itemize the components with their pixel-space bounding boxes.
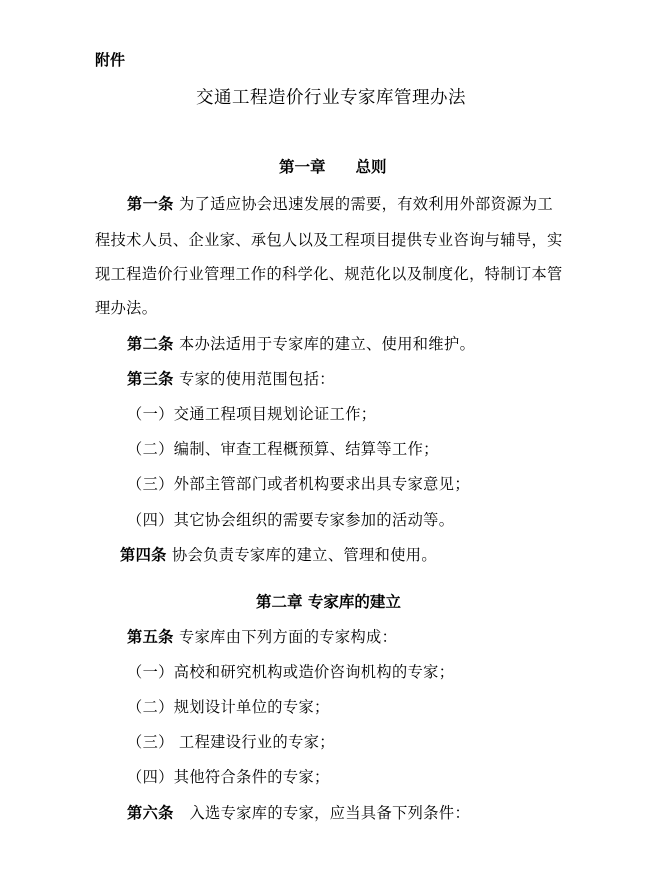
article-3-item: （二）编制、审查工程概预算、结算等工作；: [127, 440, 439, 458]
chapter-1-heading: [279, 157, 387, 177]
article-1-text-1: 为了适应协会迅速发展的需要，有效利用外部资源为工: [179, 195, 554, 213]
article-2-label: 第二条: [127, 335, 174, 353]
article-1-line-1: [127, 194, 553, 214]
article-3-text: 专家的使用范围包括：: [179, 370, 335, 388]
article-3: [127, 369, 335, 389]
article-3-label: 第三条: [127, 370, 174, 388]
article-2-text: 本办法适用于专家库的建立、使用和维护。: [179, 335, 476, 353]
article-1-line-4: 理办法。: [95, 299, 158, 317]
article-1-line-2: 程技术人员、企业家、承包人以及工程项目提供专业咨询与辅导，实: [95, 231, 563, 249]
article-3-item: （四）其它协会组织的需要专家参加的活动等。: [127, 511, 455, 529]
article-5-item: （三） 工程建设行业的专家；: [127, 733, 335, 751]
article-3-item: （三）外部主管部门或者机构要求出具专家意见；: [127, 475, 470, 493]
attachment-label: 附件: [95, 51, 126, 69]
article-6-text: 入选专家库的专家，应当具备下列条件：: [189, 804, 471, 822]
article-6: [127, 803, 470, 823]
document-title: 交通工程造价行业专家库管理办法: [196, 88, 466, 108]
chapter-1-name: 总则: [355, 157, 387, 176]
article-4: [120, 545, 437, 565]
article-1-label: 第一条: [127, 195, 174, 213]
chapter-1-label: 第一章: [279, 157, 326, 176]
article-5-text: 专家库由下列方面的专家构成：: [179, 628, 398, 646]
article-2: [127, 334, 475, 354]
article-1-line-3: 现工程造价行业管理工作的科学化、规范化以及制度化，特制订本管: [95, 265, 563, 283]
article-5-item: （一）高校和研究机构或造价咨询机构的专家；: [127, 663, 455, 681]
article-5-item: （二）规划设计单位的专家；: [127, 698, 330, 716]
article-6-label: 第六条: [127, 804, 174, 822]
article-5-item: （四）其他符合条件的专家；: [127, 768, 330, 786]
article-4-label: 第四条: [120, 546, 167, 564]
article-3-item: （一）交通工程项目规划论证工作；: [127, 405, 377, 423]
article-5: [127, 627, 397, 647]
article-5-label: 第五条: [127, 628, 174, 646]
chapter-2-heading: 第二章 专家库的建立: [256, 592, 401, 611]
article-4-text: 协会负责专家库的建立、管理和使用。: [172, 546, 437, 564]
